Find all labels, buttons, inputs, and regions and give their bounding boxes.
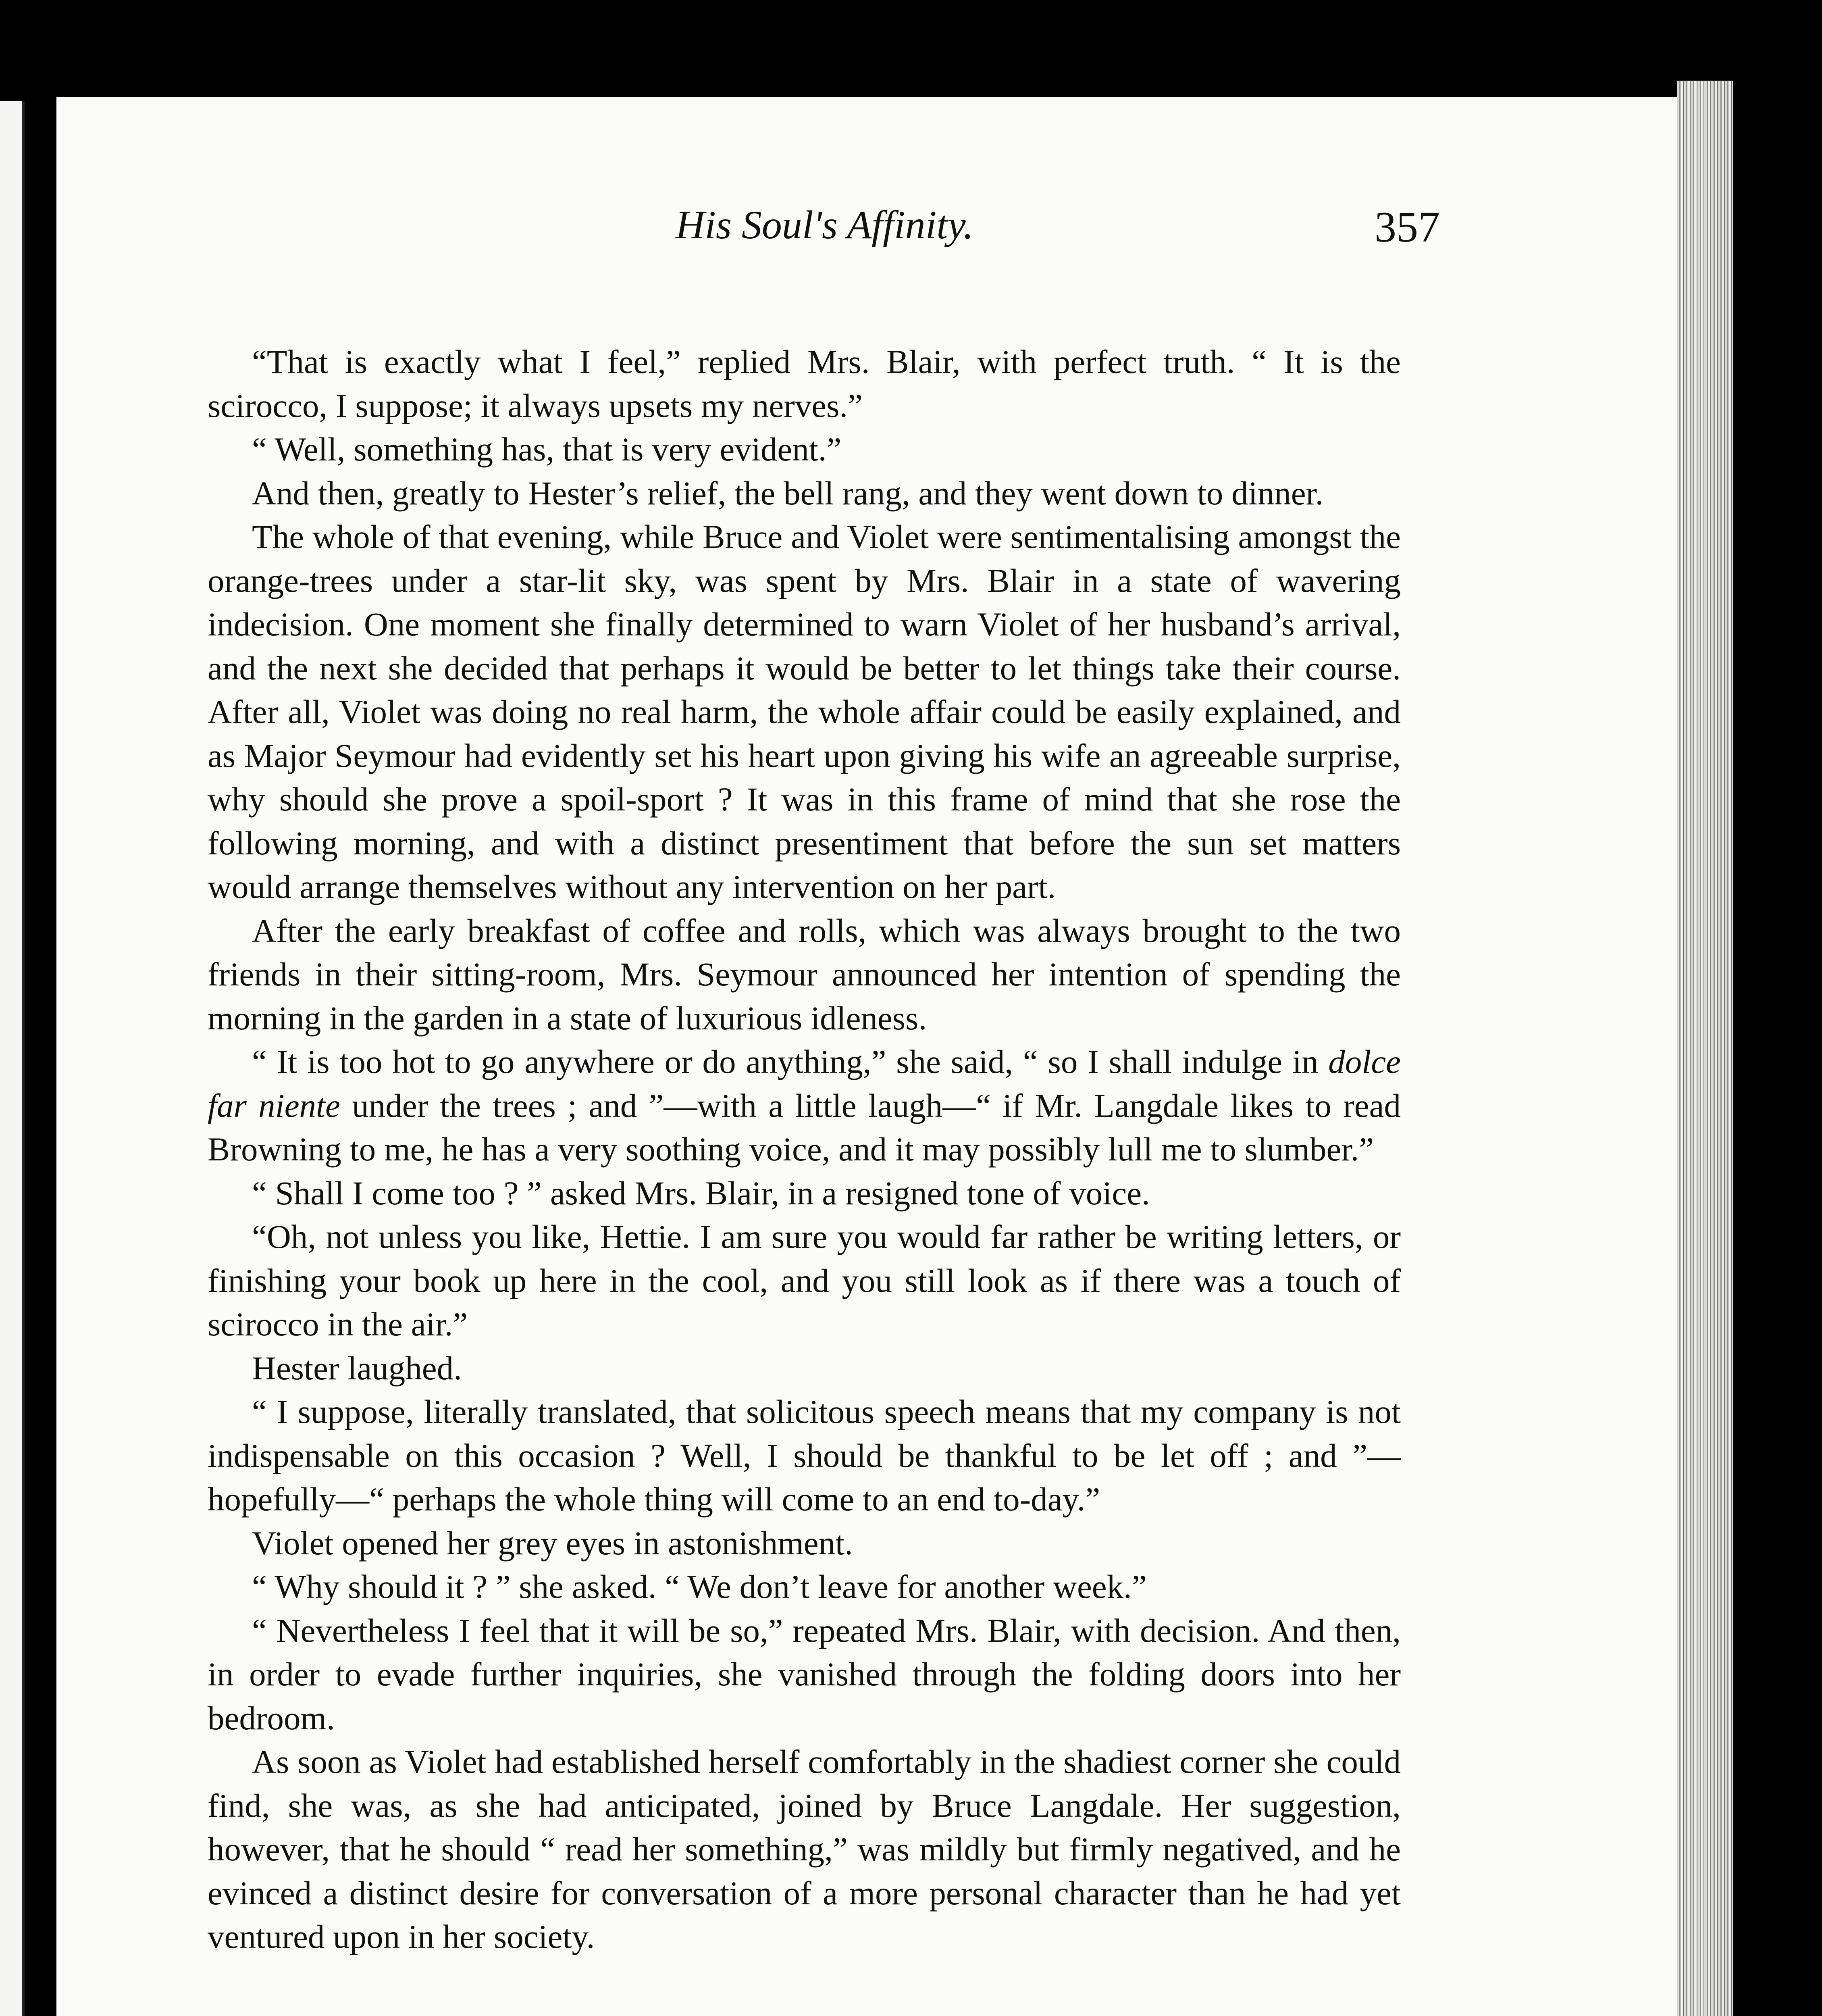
paragraph: Violet opened her grey eyes in astonishment. (252, 1524, 853, 1562)
paragraph: “ I suppose, literally translated, that solicitous speech means that my company is not indispensable on this occasion ? Well, I should be thankful to be let off ; and ”—hopefully—“ perhaps the whole thing will come to an end to-day.” (208, 1393, 1401, 1518)
paragraph: “ Why should it ? ” she asked. “ We don’t leave for another week.” (252, 1568, 1147, 1605)
paragraph: After the early breakfast of coffee and rolls, which was always brought to the two friends in their sitting-room, Mrs. Seymour announced her intention of spending the morning in the garden in a state of luxurious idleness. (208, 912, 1401, 1037)
running-head-title: His Soul's Affinity. (676, 202, 974, 247)
left-page-edge (0, 101, 25, 2016)
paragraph: “Oh, not unless you like, Hettie. I am sure you would far rather be writing letters, or finishing your book up here in the cool, and you still look as if there was a touch of scirocco in the air.” (208, 1218, 1401, 1343)
paragraph: The whole of that evening, while Bruce and Violet were sentimentalising amongst the orange-trees under a star-lit sky, was spent by Mrs. Blair in a state of wavering indecision. One moment she finally determined to warn Violet of her husband’s arrival, and the next she decided that perhaps it would be better to let things take their course. After all, Violet was doing no real harm, the whole affair could be easily explained, and as Major Seymour had evidently set his heart upon giving his wife an agreeable surprise, why should she prove a spoil-sport ? It was in this frame of mind that she rose the following morning, and with a distinct presentiment that before the sun set matters would arrange themselves without any intervention on her part. (208, 518, 1401, 905)
book-page (56, 97, 1677, 2016)
paragraph: “That is exactly what I feel,” replied Mrs. Blair, with perfect truth. “ It is the scirocco, I suppose; it always upsets my nerves.” (208, 343, 1401, 424)
paragraph-with-italic (208, 1040, 1401, 1171)
page-stack-edges (1677, 81, 1733, 2016)
body-text (208, 340, 1401, 1959)
italic-phrase: dolce far niente (208, 1043, 1401, 1124)
paragraph: “ Shall I come too ? ” asked Mrs. Blair, in a resigned tone of voice. (252, 1174, 1150, 1212)
paragraph: And then, greatly to Hester’s relief, the bell rang, and they went down to dinner. (252, 474, 1324, 512)
paragraph: “ Well, something has, that is very evident.” (252, 431, 842, 468)
paragraph: Hester laughed. (252, 1349, 462, 1387)
paragraph: “ Nevertheless I feel that it will be so,” repeated Mrs. Blair, with decision. And then, in order to evade further inquiries, she vanished through the folding doors into her bedroom. (208, 1612, 1401, 1737)
paragraph-text: “ It is too hot to go anywhere or do anything,” she said, “ so I shall indulge in (252, 1043, 1329, 1080)
paragraph-text: under the trees ; and ”—with a little laugh—“ if Mr. Langdale likes to read Browning to me, he has a very soothing voice, and it may possibly lull me to slumber.” (208, 1087, 1401, 1168)
paragraph: As soon as Violet had established herself comfortably in the shadiest corner she could find, she was, as she had anticipated, joined by Bruce Langdale. Her suggestion, however, that he should “ read her something,” was mildly but firmly negatived, and he evinced a distinct desire for conversation of a more personal character than he had yet ventured upon in her society. (208, 1743, 1401, 1955)
page-number: 357 (1375, 203, 1440, 251)
